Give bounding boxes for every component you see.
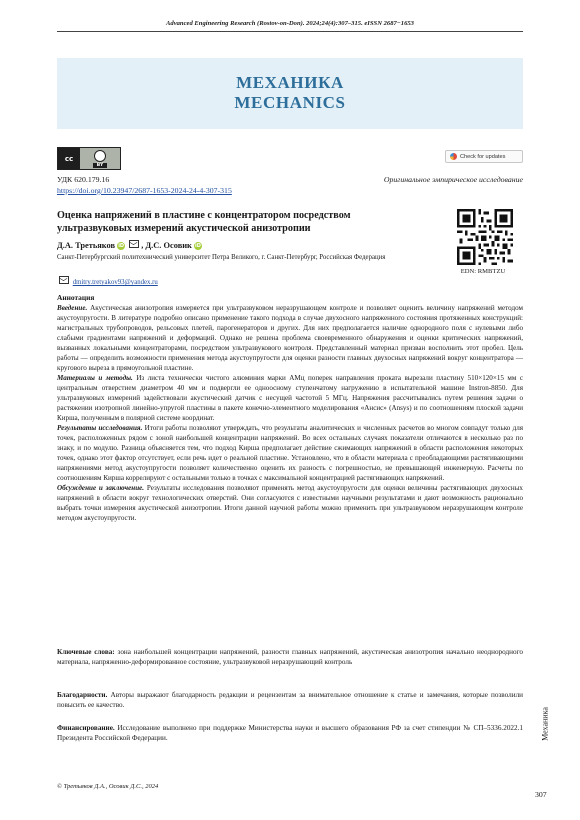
keywords-text: зона наибольшей концентрации напряжений, разности главных напряжений, акустическая анизотропия начально неоднородного материала, напряженно-деформированное состояние, ультразвуковой неразрушающий контроль bbox=[57, 648, 523, 666]
section-lead: Введение. bbox=[57, 304, 88, 312]
abstract-results bbox=[57, 423, 523, 483]
envelope-icon bbox=[129, 240, 139, 248]
crossmark-icon bbox=[450, 153, 457, 160]
acknowledgements bbox=[57, 690, 523, 710]
section-text: Акустическая анизотропия измеряется при ультразвуковом неразрушающем контроле и позволяет оценить величину напряжений методом акустоупругости. В литературе подробно описано применение такого подхода в случае двухосного напряженного состояния протяженных конструкций: магистральных трубопроводов, рельсовых плетей, парогенераторов и других. Для них предполагается наличие однородного поля с нулевыми либо слабыми градиентами напряжений и деформаций. Однако не решена проблема своевременного обнаружения и оценки критических напряжений, вызванных локальными концентраторами, посредством ультразвукового контроля. Представленный материал призван восполнить этот пробел. Цель работы — определить возможности применения метода акустоупругости для оценки разности главных двухосных напряжений вокруг концентратора — кругового выреза в прямоугольной пластине. bbox=[57, 304, 523, 372]
udk-code: УДК 620.179.16 bbox=[57, 175, 110, 184]
section-title-en: MECHANICS bbox=[234, 93, 346, 112]
email-link[interactable]: dmitry.tretyakov93@yandex.ru bbox=[72, 279, 158, 286]
acknowledgements-label: Благодарности. bbox=[57, 691, 108, 699]
qr-code bbox=[457, 209, 513, 265]
abstract-discussion bbox=[57, 483, 523, 523]
article-type: Оригинальное эмпирическое исследование bbox=[383, 175, 523, 184]
contact-email bbox=[57, 276, 158, 286]
abstract-heading: Аннотация bbox=[57, 293, 95, 302]
abstract bbox=[57, 293, 523, 523]
orcid-icon[interactable]: iD bbox=[118, 243, 125, 249]
check-for-updates-button[interactable] bbox=[445, 150, 523, 163]
cc-icon: cc bbox=[58, 148, 80, 169]
section-lead: Результаты исследования. bbox=[57, 424, 143, 432]
section-text: Итоги работы позволяют утверждать, что результаты аналитических и численных расчетов во многом совпадут только для точек, расположенных рядом с зоной наибольшей концентрации напряжений. Во всех остальных случаях показатели отличаются в несколько раз по знаку, и по модулю. Разница объясняется тем, что подход Кирша предполагает действие сжимающих напряжений в области расположения некоторых точек, однако этот фактор отсутствует, если речь идет о реальной пластине. Установлено, что в области материала с преобладающими растягивающими напряжениями метод акустоупругости позволяет количественно оценить их разность с погрешностью, не превышающей инженерную. Расчеты по соотношениям Кирша коррелируют с остальными только в точках с максимальной концентрацией растягивающих напряжений. bbox=[57, 424, 524, 482]
envelope-icon bbox=[59, 276, 69, 284]
doi-link[interactable]: https://doi.org/10.23947/2687-1653-2024-24-4-307-315 bbox=[57, 186, 232, 195]
keywords-label: Ключевые слова: bbox=[57, 648, 115, 656]
article-title: Оценка напряжений в пластине с концентратором посредством ультразвуковых измерений акустической анизотропии bbox=[57, 210, 351, 234]
acknowledgements-text: Авторы выражают благодарность редакции и рецензентам за внимательное отношение к статье и замечания, которые позволили повысить ее качество. bbox=[57, 691, 524, 709]
section-text: Результаты исследования позволяют применять метод акустоупругости для оценки величины растягивающих двухосных напряжений в области вокруг технологических отверстий. Они согласуются с известными научными результатами и дают возможность рационально выбрать точки измерения акустической анизотропии. Итоги данной научной работы можно применить при ультразвуковом неразрушающем контроле методом акустоупругости. bbox=[57, 484, 523, 522]
journal-header: Advanced Engineering Research (Rostov-on-Don). 2024;24(4):307–315. eISSN 2687−1653 bbox=[166, 20, 414, 27]
section-text: Из листа технически чистого алюминия марки АМц поперек направления проката вырезали пластину 510×120×15 мм с центральным отверстием диаметром 40 мм и подвергли ее одноосному ступенчатому нагружению в испытательной машине Instron-8850. Для ультразвуковых измерений задействовали акустический датчик с несущей частотой 5 МГц. Напряжения рассчитывались путем решения задачи о растяжении изотропной линейно-упругой пластины в пакете конечно-элементного моделирования «Ансис» (Ansys) и по соотношениям плоской задачи Кирша, полученным в полярной системе координат. bbox=[57, 374, 523, 422]
side-label-text: Механика bbox=[540, 707, 550, 741]
author-separator: , bbox=[141, 241, 144, 250]
by-icon bbox=[80, 148, 120, 169]
keywords bbox=[57, 647, 523, 667]
person-icon bbox=[94, 150, 106, 162]
abstract-introduction bbox=[57, 303, 523, 373]
section-title-ru: МЕХАНИКА bbox=[236, 73, 344, 92]
section-side-label bbox=[540, 698, 550, 750]
header-divider bbox=[57, 31, 523, 32]
check-updates-label: Check for updates bbox=[460, 153, 506, 160]
page-number: 307 bbox=[535, 790, 547, 799]
funding bbox=[57, 723, 523, 743]
section-banner bbox=[57, 58, 523, 129]
funding-text: Исследование выполнено при поддержке Министерства науки и высшего образования РФ за счет стипендии № СП–5336.2022.1 Президента Российской Федерации. bbox=[57, 724, 523, 742]
affiliation: Санкт-Петербургский политехнический университет Петра Великого, г. Санкт-Петербург, Российская Федерация bbox=[57, 254, 386, 261]
funding-label: Финансирование. bbox=[57, 724, 115, 732]
edn-code: EDN: RMBTZU bbox=[460, 268, 506, 275]
section-lead: Обсуждение и заключение. bbox=[57, 484, 145, 492]
author-1: Д.А. Третьяков bbox=[57, 241, 116, 250]
cc-by-license-badge[interactable] bbox=[57, 147, 121, 170]
author-2: Д.С. Осовик bbox=[145, 241, 192, 250]
copyright: © Третьяков Д.А., Осовик Д.С., 2024 bbox=[57, 783, 159, 790]
author-line bbox=[57, 240, 202, 250]
by-label: BY bbox=[93, 163, 107, 168]
abstract-methods bbox=[57, 373, 523, 423]
orcid-icon[interactable]: iD bbox=[195, 243, 201, 249]
section-lead: Материалы и методы. bbox=[57, 374, 133, 382]
